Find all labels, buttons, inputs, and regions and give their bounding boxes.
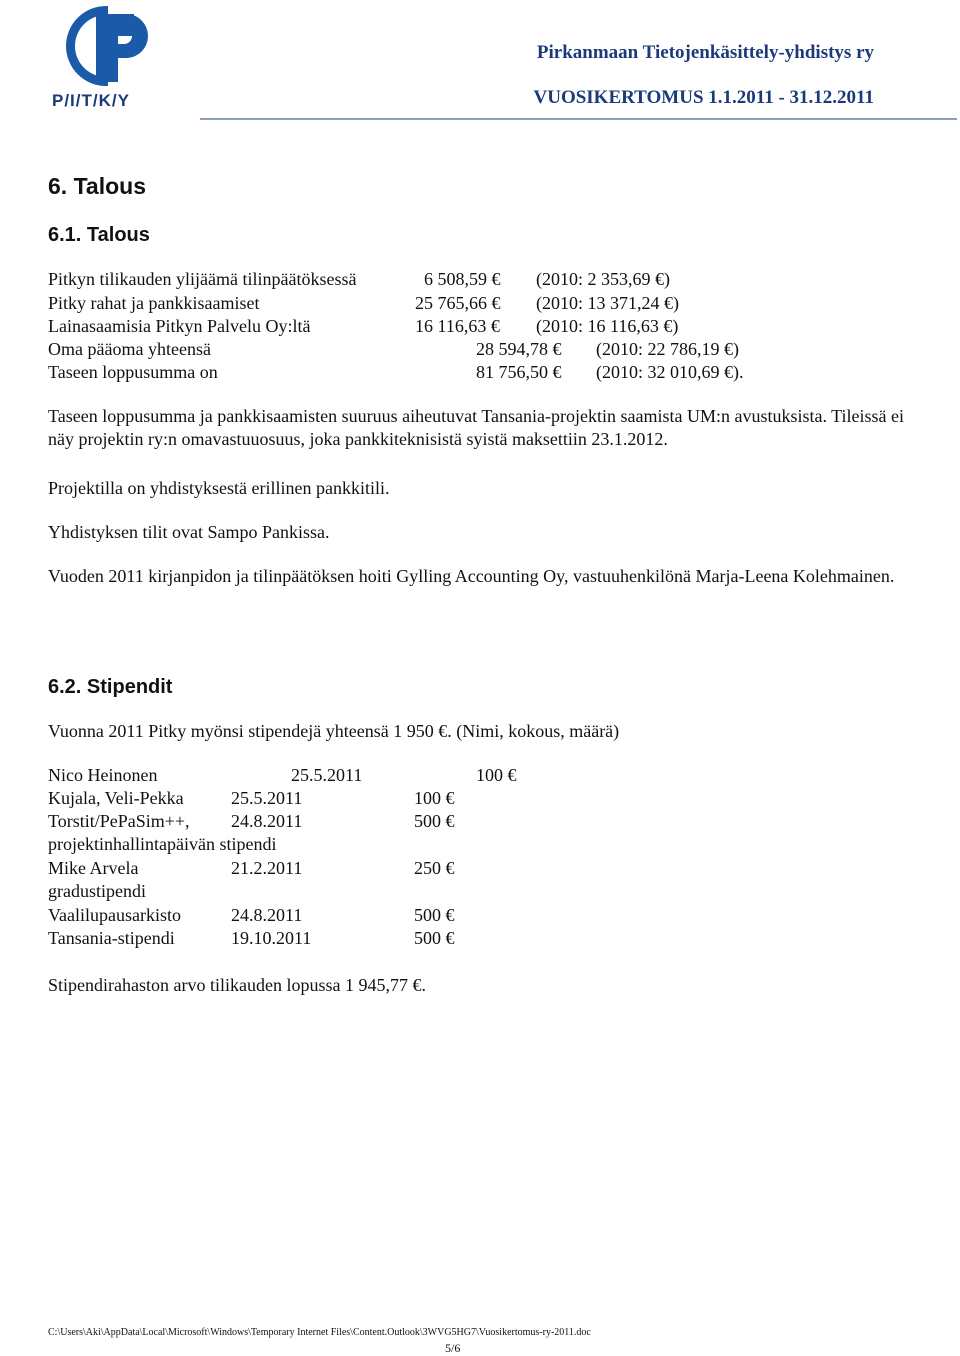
finance-label: Taseen loppusumma on (48, 362, 218, 382)
stipend-date: 24.8.2011 (231, 811, 303, 831)
finance-prev: (2010: 32 010,69 €). (596, 362, 744, 382)
finance-label: Oma pääoma yhteensä (48, 339, 211, 359)
stipend-name: Mike Arvela (48, 858, 139, 878)
finance-label: Pitky rahat ja pankkisaamiset (48, 293, 260, 313)
stipend-date: 19.10.2011 (231, 928, 312, 948)
finance-label: Pitkyn tilikauden ylijäämä tilinpäätöksessä (48, 269, 357, 289)
stipends-intro: Vuonna 2011 Pitky myönsi stipendejä yhteensä 1 950 €. (Nimi, kokous, määrä) (48, 721, 620, 741)
section-heading: 6. Talous (48, 173, 146, 199)
finance-prev: (2010: 2 353,69 €) (536, 269, 670, 289)
stipend-note: gradustipendi (48, 881, 146, 901)
paragraph-accounting: Vuoden 2011 kirjanpidon ja tilinpäätöksen hoiti Gylling Accounting Oy, vastuuhenkilönä Marja-Leena Kolehmainen. (48, 566, 895, 586)
stipend-amount: 250 € (414, 858, 455, 878)
stipend-name: Kujala, Veli-Pekka (48, 788, 184, 808)
page-number: 5/6 (445, 1341, 461, 1355)
stipend-fund-value: Stipendirahaston arvo tilikauden lopussa 1 945,77 €. (48, 975, 426, 995)
finance-value: 81 756,50 € (476, 362, 562, 382)
pitky-logo (48, 4, 168, 112)
stipend-name: Torstit/PePaSim++, (48, 811, 190, 831)
stipend-name: Tansania-stipendi (48, 928, 175, 948)
stipend-date: 25.5.2011 (291, 765, 363, 785)
stipend-amount: 500 € (414, 928, 455, 948)
stipend-amount: 100 € (414, 788, 455, 808)
finance-value: 6 508,59 € (424, 269, 501, 289)
finance-prev: (2010: 13 371,24 €) (536, 293, 679, 313)
finance-value: 16 116,63 € (415, 316, 500, 336)
finance-prev: (2010: 16 116,63 €) (536, 316, 679, 336)
stipend-amount: 100 € (476, 765, 517, 785)
stipend-amount: 500 € (414, 905, 455, 925)
subsection-heading-talous: 6.1. Talous (48, 224, 150, 246)
stipend-note: projektinhallintapäivän stipendi (48, 834, 277, 854)
stipend-date: 24.8.2011 (231, 905, 303, 925)
paragraph-project-account: Projektilla on yhdistyksestä erillinen pankkitili. (48, 478, 390, 498)
finance-prev: (2010: 22 786,19 €) (596, 339, 739, 359)
finance-value: 25 765,66 € (415, 293, 501, 313)
subsection-heading-stipendit: 6.2. Stipendit (48, 676, 173, 698)
stipend-name: Nico Heinonen (48, 765, 158, 785)
paragraph-balance: Taseen loppusumma ja pankkisaamisten suuruus aiheutuvat Tansania-projektin saamista UM:n avustuksista. Tileissä ei näy projektin ry:n omavastuuosuus, joka pankkiteknisistä syistä maksettiin 23.1.2012. (48, 406, 905, 449)
finance-value: 28 594,78 € (476, 339, 562, 359)
finance-label: Lainasaamisia Pitkyn Palvelu Oy:ltä (48, 316, 311, 336)
stipend-name: Vaalilupausarkisto (48, 905, 181, 925)
stipend-date: 21.2.2011 (231, 858, 303, 878)
stipend-amount: 500 € (414, 811, 455, 831)
header-divider (200, 118, 957, 120)
logo-text: P/I/T/K/Y (52, 91, 130, 110)
paragraph-bank: Yhdistyksen tilit ovat Sampo Pankissa. (48, 522, 330, 542)
footer-file-path: C:\Users\Aki\AppData\Local\Microsoft\Windows\Temporary Internet Files\Content.Outlook\3WVG5HG7\Vuosikertomus-ry-2011.doc (48, 1327, 591, 1338)
report-title: VUOSIKERTOMUS 1.1.2011 - 31.12.2011 (533, 87, 874, 108)
organization-name: Pirkanmaan Tietojenkäsittely-yhdistys ry (536, 42, 874, 63)
stipend-date: 25.5.2011 (231, 788, 303, 808)
